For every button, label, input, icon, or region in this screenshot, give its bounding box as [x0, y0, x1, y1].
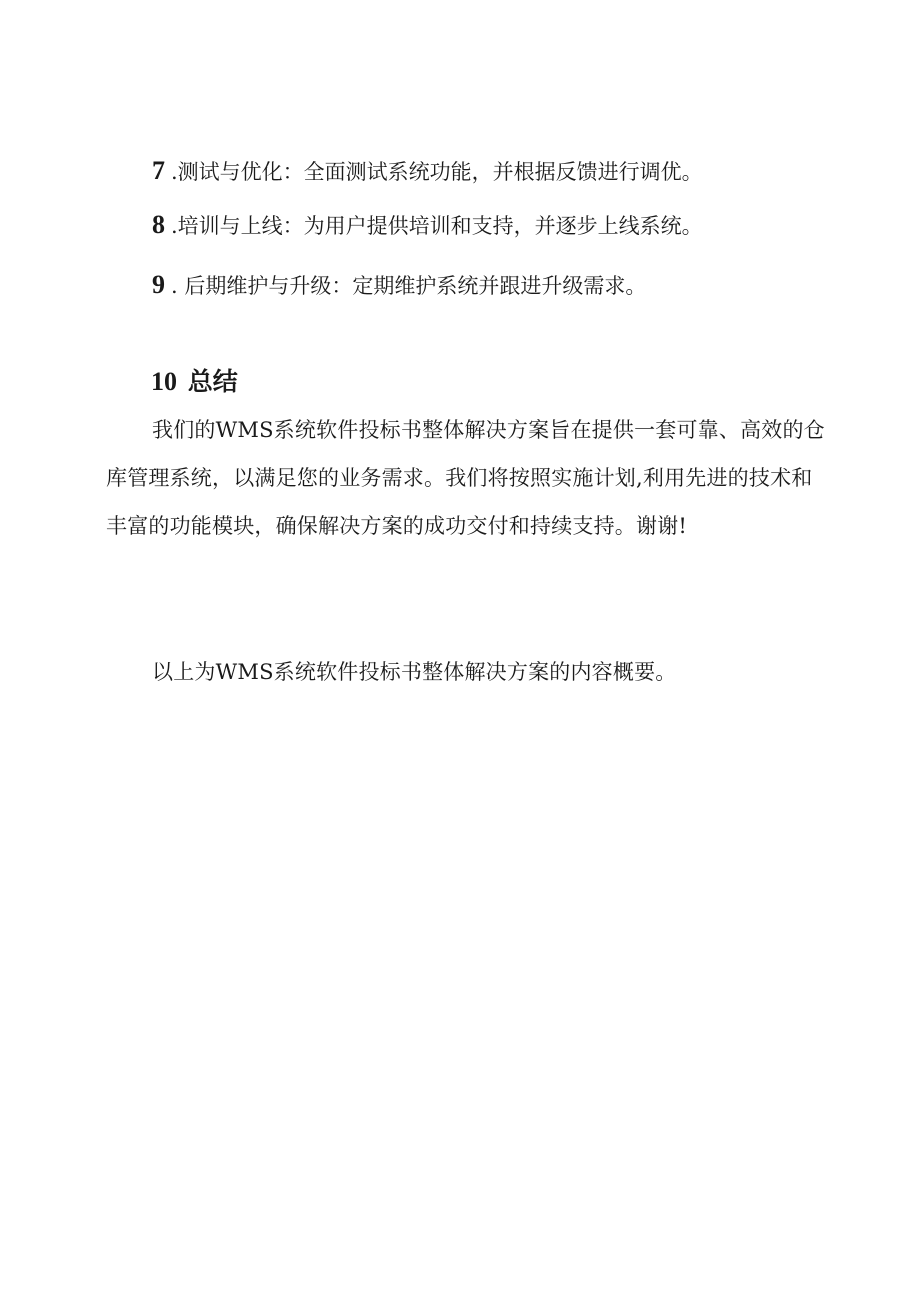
step-item-8: [152, 210, 703, 246]
summary-heading-text: 总结: [187, 367, 238, 396]
closing-paragraph: 以上为WMS系统软件投标书整体解决方案的内容概要。: [152, 660, 677, 684]
step-item-9: [152, 270, 646, 306]
summary-heading: [151, 362, 238, 398]
step-item-7: [152, 156, 703, 192]
summary-paragraph: 我们的WMS系统软件投标书整体解决方案旨在提供一套可靠、高效的仓库管理系统，以满足您的业务需求。我们将按照实施计划,利用先进的技术和丰富的功能模块，确保解决方案的成功交付和持续支持。谢谢!: [106, 418, 825, 538]
step-text: .测试与优化：全面测试系统功能，并根据反馈进行调优。: [171, 160, 703, 184]
step-text: .培训与上线：为用户提供培训和支持，并逐步上线系统。: [171, 214, 703, 238]
step-number: 9: [152, 270, 165, 299]
step-number: 8: [152, 210, 165, 239]
step-text: . 后期维护与升级：定期维护系统并跟进升级需求。: [171, 274, 647, 298]
summary-heading-number: 10: [151, 367, 177, 396]
step-number: 7: [152, 156, 165, 185]
